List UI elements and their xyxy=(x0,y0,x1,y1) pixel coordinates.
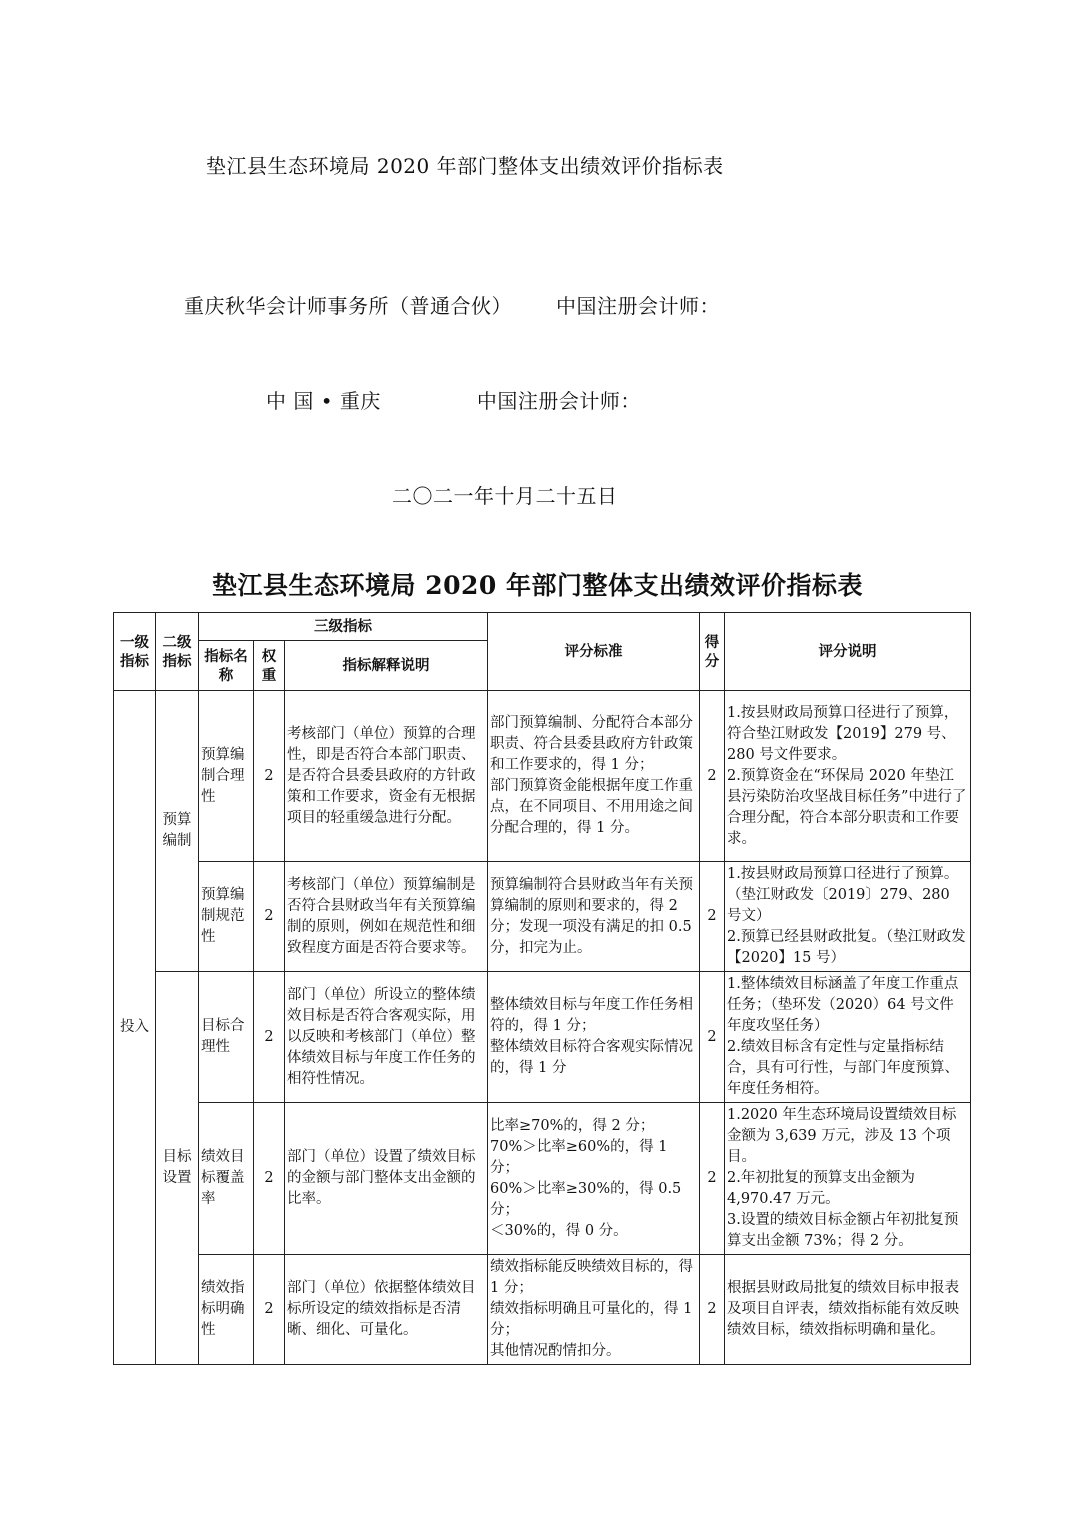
criteria-line: 绩效指标能反映绩效目标的，得 1 分； xyxy=(490,1259,693,1296)
score-cell: 2 xyxy=(700,1103,725,1255)
note-line: 2.绩效目标含有定性与定量指标结合，具有可行性，与部门年度预算、年度任务相符。 xyxy=(727,1039,959,1097)
criteria-line: 其他情况酌情扣分。 xyxy=(490,1343,621,1359)
header-criteria: 评分标准 xyxy=(488,613,700,691)
cover-title: 垫江县生态环境局 2020 年部门整体支出绩效评价指标表 xyxy=(206,154,724,178)
weight-cell: 2 xyxy=(254,1255,285,1365)
criteria-line: 比率≥70%的，得 2 分； xyxy=(490,1117,655,1134)
table-row xyxy=(114,691,971,862)
score-cell: 2 xyxy=(700,1255,725,1365)
header-level3: 三级指标 xyxy=(199,613,488,641)
note-cell xyxy=(725,691,971,862)
criteria-cell xyxy=(488,862,700,972)
note-cell xyxy=(725,1255,971,1365)
table-row xyxy=(114,1255,971,1365)
note-line: 1.按县财政局预算口径进行了预算。（垫江财政发〔2019〕279、280 号文） xyxy=(727,866,959,924)
level2-cell: 目标设置 xyxy=(156,972,199,1365)
indicator-name: 目标合理性 xyxy=(199,972,254,1103)
indicator-name: 预算编制规范性 xyxy=(199,862,254,972)
indicator-name: 绩效目标覆盖率 xyxy=(199,1103,254,1255)
header-level2: 二级指标 xyxy=(156,613,199,691)
criteria-line: 绩效指标明确且可量化的，得 1 分； xyxy=(490,1301,693,1338)
score-cell: 2 xyxy=(700,862,725,972)
table-title: 垫江县生态环境局 2020 年部门整体支出绩效评价指标表 xyxy=(212,571,863,600)
note-line: 1.2020 年生态环境局设置绩效目标金额为 3,639 万元，涉及 13 个项目。 xyxy=(727,1107,957,1165)
note-cell xyxy=(725,972,971,1103)
criteria-cell xyxy=(488,691,700,862)
header-weight: 权重 xyxy=(254,641,285,691)
level1-cell: 投入 xyxy=(114,691,156,1365)
note-line: 根据县财政局批复的绩效目标申报表及项目自评表，绩效指标能有效反映绩效目标，绩效指标明确和量化。 xyxy=(727,1280,959,1338)
header-score-note: 评分说明 xyxy=(725,613,971,691)
header-level1: 一级指标 xyxy=(114,613,156,691)
weight-cell: 2 xyxy=(254,862,285,972)
cpa-label-1: 中国注册会计师： xyxy=(556,294,720,318)
firm-name: 重庆秋华会计师事务所（普通合伙） xyxy=(184,294,512,318)
table-row xyxy=(114,862,971,972)
header-row-1 xyxy=(114,613,971,641)
criteria-line: 预算编制符合县财政当年有关预算编制的原则和要求的，得 2 分；发现一项没有满足的扣 0.5 分，扣完为止。 xyxy=(490,876,693,956)
score-cell: 2 xyxy=(700,691,725,862)
explanation-cell: 部门（单位）依据整体绩效目标所设定的绩效指标是否清晰、细化、可量化。 xyxy=(285,1255,488,1365)
weight-cell: 2 xyxy=(254,972,285,1103)
note-line: 2.预算资金在“环保局 2020 年垫江县污染防治攻坚战目标任务”中进行了合理分配，符合本部分职责和工作要求。 xyxy=(727,767,967,847)
note-line: 1.按县财政局预算口径进行了预算，符合垫江财政发【2019】279 号、280 号文件要求。 xyxy=(727,704,959,763)
cpa-label-2: 中国注册会计师： xyxy=(476,389,641,413)
report-date: 二〇二一年十月二十五日 xyxy=(392,484,618,508)
table-row xyxy=(114,1103,971,1255)
indicator-name: 绩效指标明确性 xyxy=(199,1255,254,1365)
score-cell: 2 xyxy=(700,972,725,1103)
header-indicator-name: 指标名称 xyxy=(199,641,254,691)
note-line: 2.预算已经县财政批复。（垫江财政发【2020】15 号） xyxy=(727,929,966,966)
table-row xyxy=(114,972,971,1103)
note-cell xyxy=(725,1103,971,1255)
criteria-cell xyxy=(488,972,700,1103)
note-cell xyxy=(725,862,971,972)
weight-cell: 2 xyxy=(254,1103,285,1255)
criteria-line: 整体绩效目标符合客观实际情况的，得 1 分 xyxy=(490,1039,693,1076)
criteria-line: ＜30%的，得 0 分。 xyxy=(490,1222,628,1239)
firm-line xyxy=(184,290,720,319)
criteria-cell xyxy=(488,1103,700,1255)
city-line xyxy=(266,385,641,414)
explanation-cell: 考核部门（单位）预算的合理性，即是否符合本部门职责、是否符合县委县政府的方针政策和工作要求，资金有无根据项目的轻重缓急进行分配。 xyxy=(285,691,488,862)
criteria-line: 部门预算编制、分配符合本部分职责、符合县委县政府方针政策和工作要求的，得 1 分； xyxy=(490,715,693,773)
note-line: 2.年初批复的预算支出金额为 4,970.47 万元。 xyxy=(727,1170,915,1207)
explanation-cell: 考核部门（单位）预算编制是否符合县财政当年有关预算编制的原则，例如在规范性和细致程度方面是否符合要求等。 xyxy=(285,862,488,972)
note-line: 3.设置的绩效目标金额占年初批复预算支出金额 73%；得 2 分。 xyxy=(727,1212,959,1249)
criteria-line: 部门预算资金能根据年度工作重点，在不同项目、不用用途之间分配合理的，得 1 分。 xyxy=(490,778,693,836)
header-explanation: 指标解释说明 xyxy=(285,641,488,691)
evaluation-table xyxy=(113,612,971,1365)
weight-cell: 2 xyxy=(254,691,285,862)
explanation-cell: 部门（单位）设置了绩效目标的金额与部门整体支出金额的比率。 xyxy=(285,1103,488,1255)
explanation-cell: 部门（单位）所设立的整体绩效目标是否符合客观实际，用以反映和考核部门（单位）整体绩效目标与年度工作任务的相符性情况。 xyxy=(285,972,488,1103)
indicator-name: 预算编制合理性 xyxy=(199,691,254,862)
criteria-line: 60%＞比率≥30%的，得 0.5 分； xyxy=(490,1180,682,1218)
criteria-line: 整体绩效目标与年度工作任务相符的，得 1 分； xyxy=(490,997,693,1034)
header-score: 得分 xyxy=(700,613,725,691)
level2-cell: 预算编制 xyxy=(156,691,199,972)
criteria-line: 70%＞比率≥60%的，得 1 分； xyxy=(490,1138,668,1176)
criteria-cell xyxy=(488,1255,700,1365)
note-line: 1.整体绩效目标涵盖了年度工作重点任务；（垫环发（2020）64 号文件年度攻坚任务） xyxy=(727,976,959,1034)
city-name: 中 国 • 重庆 xyxy=(266,389,381,413)
